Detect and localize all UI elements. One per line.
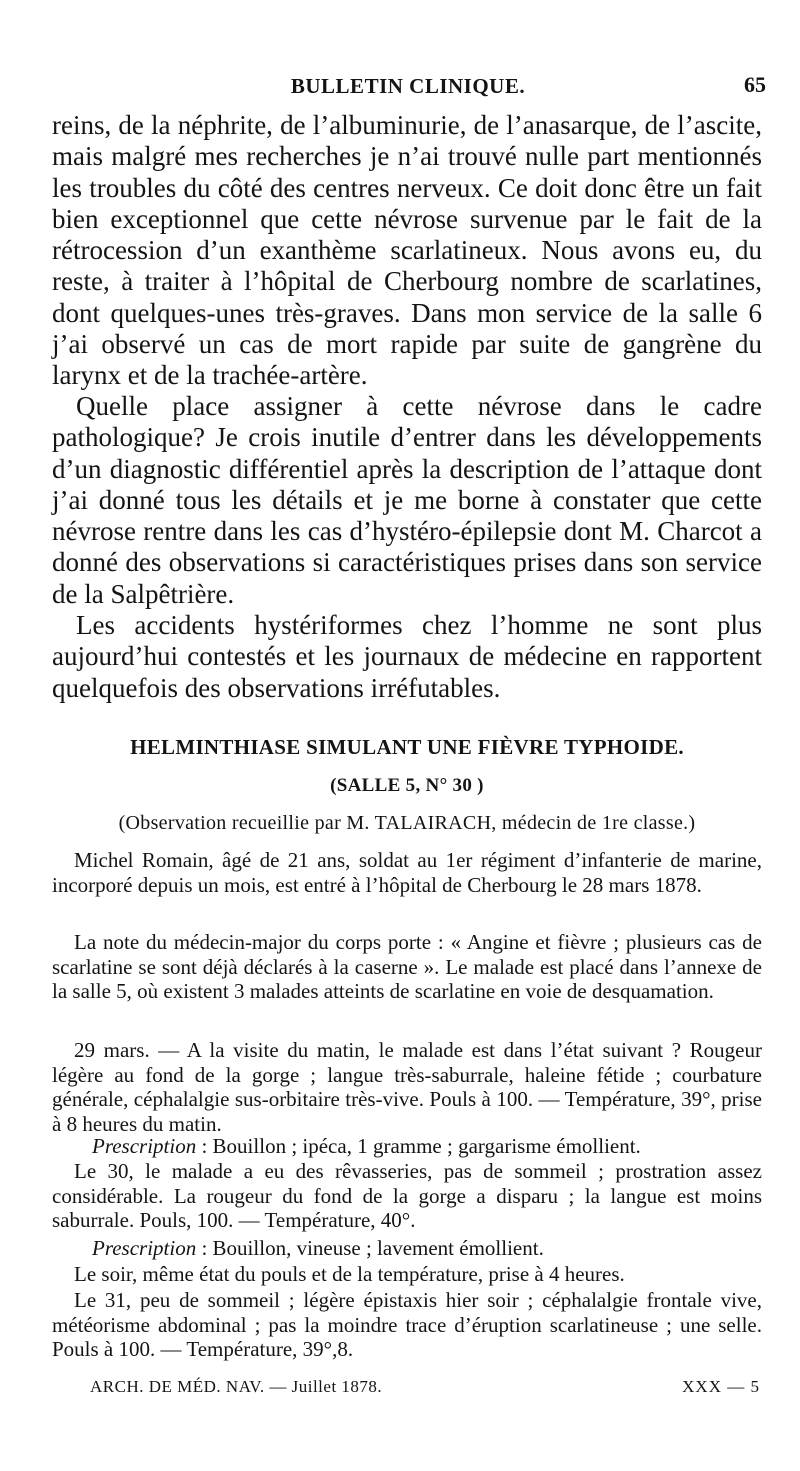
footer-journal: ARCH. DE MÉD. NAV. — Juillet 1878. — [90, 1377, 383, 1396]
page-number: 65 — [744, 72, 766, 97]
running-head: BULLETIN CLINIQUE. — [290, 74, 526, 98]
prescription-label: Prescription — [92, 1134, 197, 1158]
case-paragraph-note: La note du médecin-major du corps porte : « Angine et fièvre ; plusieurs cas de scarlatine se sont déjà déclarés à la caserne ». Le malade est placé dans l’annexe de la salle 5, où existent 3 malades atteints de scarlatine en voie de desquamation. — [52, 930, 762, 1004]
prescription-text: : Bouillon, vineuse ; lavement émollient. — [196, 1236, 544, 1260]
case-paragraph-admission: Michel Romain, âgé de 21 ans, soldat au 1er régiment d’infanterie de marine, incorporé depuis un mois, est entré à l’hôpital de Cherbourg le 28 mars 1878. — [52, 848, 762, 897]
page-header — [50, 70, 766, 106]
section-observation-credit: (Observation recueillie par M. TALAIRACH, médecin de 1re classe.) — [118, 812, 696, 834]
section-ward: (SALLE 5, N° 30 ) — [330, 775, 484, 796]
prescription-label: Prescription — [92, 1236, 197, 1260]
body-paragraph-3: Les accidents hystériformes chez l’homme ne sont plus aujourd’hui contestés et les journaux de médecine en rapportent quelquefois des observations irréfutables. — [52, 610, 762, 703]
case-paragraph-march-29: 29 mars. — A la visite du matin, le malade est dans l’état suivant ? Rougeur légère au fond de la gorge ; langue très-saburrale, haleine fétide ; courbature générale, céphalalgie sus-orbitaire très-vive. Pouls à 100. — Température, 39°, prise à 8 heures du matin. — [52, 1038, 762, 1136]
footer-signature: XXX — 5 — [682, 1377, 760, 1396]
case-paragraph-evening: Le soir, même état du pouls et de la température, prise à 4 heures. — [74, 1262, 625, 1286]
body-paragraph-2: Quelle place assigner à cette névrose dans le cadre pathologique? Je crois inutile d’entrer dans les développements d’un diagnostic différentiel après la description de l’attaque dont j’ai donné tous les détails et je me borne à constater que cette névrose rentre dans les cas d’hystéro-épilepsie dont M. Charcot a donné des observations si caractéristiques prises dans son service de la Salpêtrière. — [52, 391, 762, 609]
case-paragraph-march-30: Le 30, le malade a eu des rêvasseries, pas de sommeil ; prostration assez considérable. La rougeur du fond de la gorge a disparu ; la langue est moins saburrale. Pouls, 100. — Température, 40°. — [52, 1159, 762, 1233]
page-footer — [90, 1377, 760, 1403]
case-prescription-1 — [52, 1134, 762, 1159]
body-paragraph-1: reins, de la néphrite, de l’albuminurie, de l’anasarque, de l’ascite, mais malgré mes recherches je n’ai trouvé nulle part mentionnés les troubles du côté des centres nerveux. Ce doit donc être un fait bien exceptionnel que cette névrose survenue par le fait de la rétrocession d’un exanthème scarlatineux. Nous avons eu, du reste, à traiter à l’hôpital de Cherbourg nombre de scarlatines, dont quelques-unes très-graves. Dans mon service de la salle 6 j’ai observé un cas de mort rapide par suite de gangrène du larynx et de la trachée-artère. — [52, 110, 762, 391]
section-title: HELMINTHIASE SIMULANT UNE FIÈVRE TYPHOIDE. — [130, 735, 684, 759]
prescription-text: : Bouillon ; ipéca, 1 gramme ; gargarisme émollient. — [196, 1134, 641, 1158]
case-paragraph-march-31: Le 31, peu de sommeil ; légère épistaxis hier soir ; céphalalgie frontale vive, météorisme abdominal ; pas la moindre trace d’éruption scarlatineuse ; une selle. Pouls à 100. — Température, 39°,8. — [52, 1288, 762, 1362]
case-prescription-2 — [52, 1236, 762, 1261]
